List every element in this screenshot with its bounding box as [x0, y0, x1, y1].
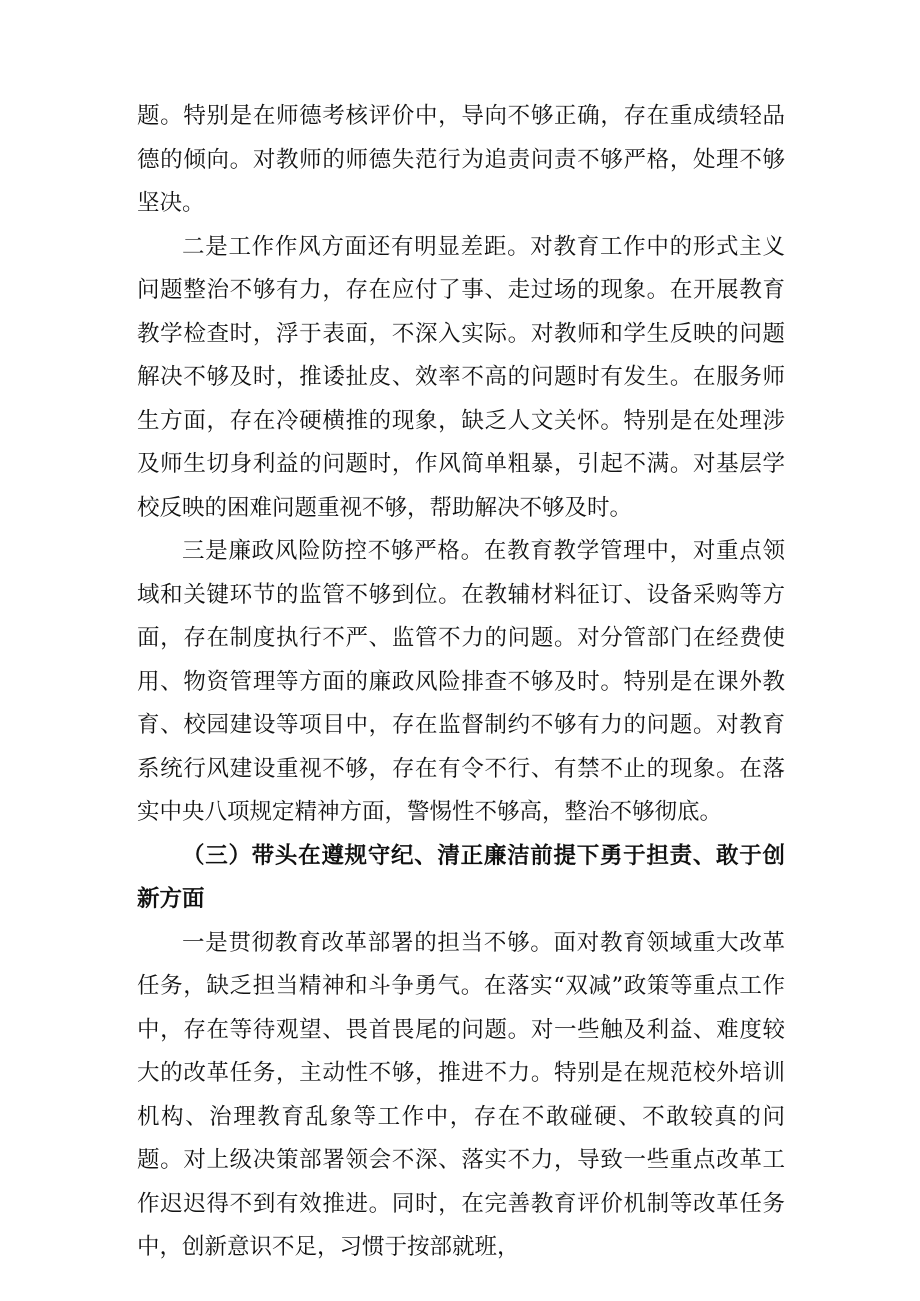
paragraph-reform-responsibility: 一是贯彻教育改革部署的担当不够。面对教育领域重大改革任务，缺乏担当精神和斗争勇气。在落实“双减”政策等重点工作中，存在等待观望、畏首畏尾的问题。对一些触及利益、难度较大的改革任务，主动性不够，推进不力。特别是在规范校外培训机构、治理教育乱象等工作中，存在不敢碰硬、不敢较真的问题。对上级决策部署领会不深、落实不力，导致一些重点改革工作迟迟得不到有效推进。同时，在完善教育评价机制等改革任务中，创新意识不足，习惯于按部就班，: [137, 929, 785, 1260]
paragraph-work-style: 二是工作作风方面还有明显差距。对教育工作中的形式主义问题整治不够有力，存在应付了事、走过场的现象。在开展教育教学检查时，浮于表面，不深入实际。对教师和学生反映的问题解决不够及时，推诿扯皮、效率不高的问题时有发生。在服务师生方面，存在冷硬横推的现象，缺乏人文关怀。特别是在处理涉及师生切身利益的问题时，作风简单粗暴，引起不满。对基层学校反映的困难问题重视不够，帮助解决不够及时。: [137, 233, 785, 521]
section-heading-three: （三）带头在遵规守纪、清正廉洁前提下勇于担责、敢于创新方面: [137, 842, 785, 912]
paragraph-integrity-risk: 三是廉政风险防控不够严格。在教育教学管理中，对重点领域和关键环节的监管不够到位。在教辅材料征订、设备采购等方面，存在制度执行不严、监管不力的问题。对分管部门在经费使用、物资管理等方面的廉政风险排查不够及时。特别是在课外教育、校园建设等项目中，存在监督制约不够有力的问题。对教育系统行风建设重视不够，存在有令不行、有禁不止的现象。在落实中央八项规定精神方面，警惕性不够高，整治不够彻底。: [137, 538, 785, 825]
paragraph-continued: 题。特别是在师德考核评价中，导向不够正确，存在重成绩轻品德的倾向。对教师的师德失范行为追责问责不够严格，处理不够坚决。: [137, 103, 785, 216]
document-body: [137, 95, 785, 1270]
